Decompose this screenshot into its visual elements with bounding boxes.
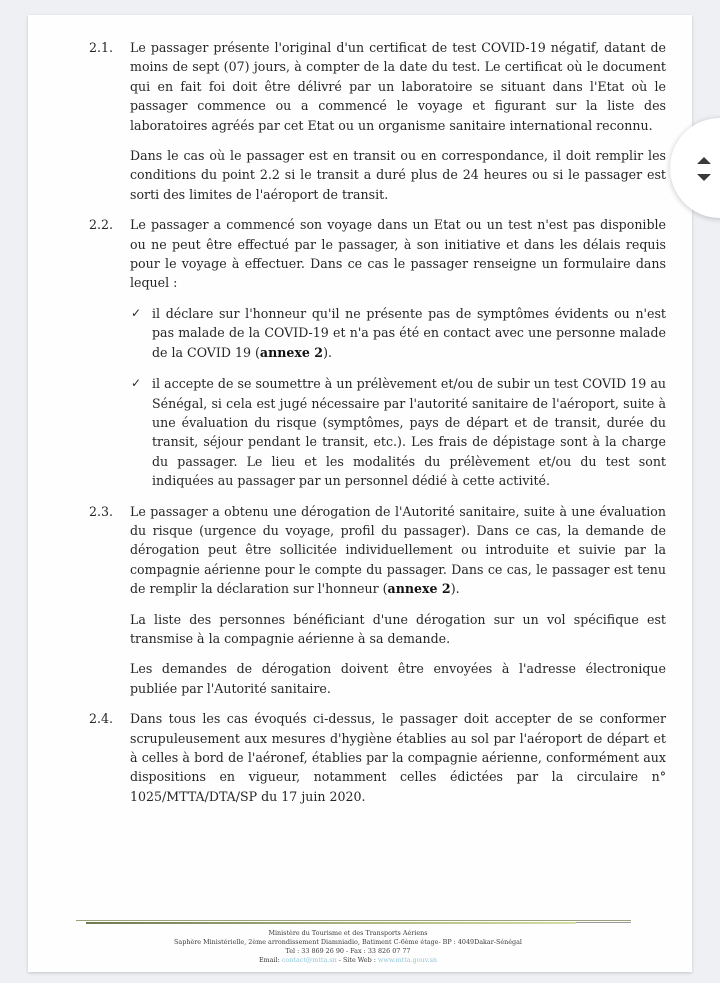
section-number: 2.2. (89, 217, 114, 233)
section-2-1 (89, 38, 666, 204)
document-content (89, 38, 666, 817)
section-number: 2.1. (89, 40, 114, 55)
bullet-item (130, 374, 666, 490)
footer-divider (76, 920, 631, 924)
chevron-up-icon[interactable] (697, 157, 711, 164)
bullet-text: il accepte de se soumettre à un prélèvement et/ou de subir un test COVID 19 au Sénégal, si cela est jugé nécessaire par l'autorité sanitaire de l'aéroport, suite à une évaluation du risque (symptômes, pays de départ et de transit, durée du transit, séjour pendant le transit, etc.). Les frais de dépistage sont à la charge du passager. Le lieu et les modalités du prélèvement et/ou du test sont indiquées au passager par un personnel dédié à cette activité. (152, 376, 666, 489)
bullet-list (130, 304, 666, 491)
section-2-3 (89, 502, 666, 699)
section-paragraph: Dans tous les cas évoqués ci-dessus, le passager doit accepter de se conformer scrupuleusement aux mesures d'hygiène établies au sol par l'aéroport de départ et à celles à bord de l'aéronef, établies par la compagnie aérienne, conformément aux dispositions en vigueur, notamment celles édictées par la circulaire n° 1025/MTTA/DTA/SP du 17 juin 2020. (130, 711, 666, 804)
section-paragraph: Les demandes de dérogation doivent être envoyées à l'adresse électronique publiée par l'Autorité sanitaire. (130, 661, 666, 696)
checkmark-icon: ✓ (131, 376, 142, 391)
section-paragraph: La liste des personnes bénéficiant d'une dérogation sur un vol spécifique est transmise à la compagnie aérienne à sa demande. (130, 611, 666, 646)
section-paragraph: Le passager a commencé son voyage dans un Etat ou un test n'est pas disponible ou ne peut être effectué par le passager, à son initiative et dans les délais requis pour le voyage à effectuer. Dans ce cas le passager renseigne un formulaire dans lequel : (130, 217, 666, 291)
bullet-text: il déclare sur l'honneur qu'il ne présente pas de symptômes évidents ou n'est pas malade de la COVID-19 et n'a pas été en contact avec une personne malade de la COVID 19 ( (152, 305, 666, 360)
bullet-item (130, 304, 666, 362)
footer-phone: Tel : 33 869 26 90 - Fax : 33 826 07 77 (285, 947, 411, 955)
section-number: 2.4. (89, 711, 114, 727)
email-label: Email: (259, 956, 282, 964)
checkmark-icon: ✓ (131, 305, 142, 320)
chevron-down-icon[interactable] (697, 174, 711, 181)
paragraph-text: Le passager a obtenu une dérogation de l'Autorité sanitaire, suite à une évaluation du risque (urgence du voyage, profil du passager). Dans ce cas, la demande de dérogation peut être sollicitée individuellement ou introduite et suivie par la compagnie aérienne pour le compte du passager. Dans ce cas, le passager est tenu de remplir la déclaration sur l'honneur ( (130, 503, 666, 597)
annex-reference: annexe 2 (259, 344, 324, 360)
website-link[interactable]: www.mtta.gouv.sn (377, 956, 437, 964)
footer-address (28, 929, 668, 965)
footer-address-line: Saphère Ministérielle, 2ème arrondissement Diamniadio, Batiment C-6ème étage- BP : 4049Dakar-Sénégal (174, 938, 522, 946)
email-link[interactable]: contact@mtta.sn (281, 956, 337, 964)
section-2-4 (89, 709, 666, 806)
footer-contact (28, 956, 668, 965)
bullet-text-end: ). (323, 344, 332, 360)
paragraph-text-end: ). (450, 581, 460, 597)
page-footer (28, 910, 692, 965)
section-paragraph: Dans le cas où le passager est en transit ou en correspondance, il doit remplir les conditions du point 2.2 si le transit a duré plus de 24 heures ou si le passager est sorti des limites de l'aéroport de transit. (130, 148, 666, 202)
document-page (28, 15, 692, 972)
section-paragraph: Le passager présente l'original d'un certificat de test COVID-19 négatif, datant de moins de sept (07) jours, à compter de la date du test. Le certificat où le document qui en fait foi doit être délivré par un laboratoire se situant dans l'Etat où le passager commence ou a commencé le voyage et figurant sur la liste des laboratoires agréés par cet Etat ou un organisme sanitaire international reconnu. (130, 40, 666, 133)
footer-ministry: Ministère du Tourisme et des Transports Aériens (268, 929, 428, 937)
section-paragraph (130, 502, 666, 599)
website-label: - Site Web : (336, 956, 378, 964)
section-2-2 (89, 215, 666, 490)
annex-reference: annexe 2 (387, 581, 451, 597)
section-number: 2.3. (89, 503, 114, 519)
